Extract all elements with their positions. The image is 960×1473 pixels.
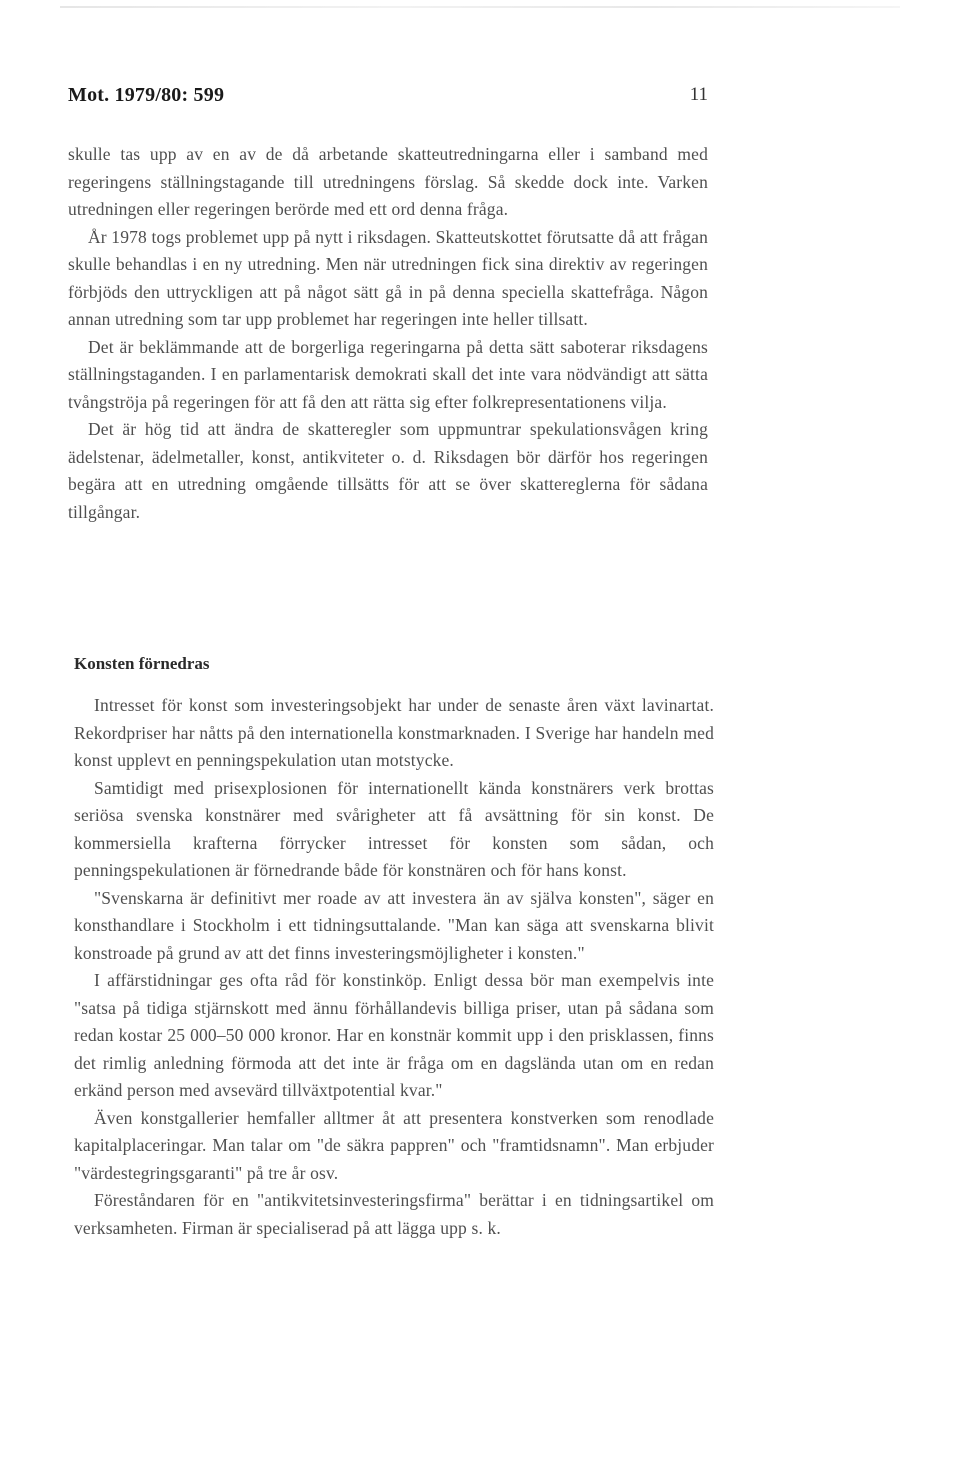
motion-reference: Mot. 1979/80: 599	[68, 84, 225, 106]
paragraph: I affärstidningar ges ofta råd för konstinköp. Enligt dessa bör man exempelvis inte "satsa på tidiga stjärnskott med ännu förhållandevis billiga priser, utan på sådana som redan kostar 25 000–50 000 kronor. Har en konstnär kommit upp i den prisklassen, finns det rimlig anledning förmoda att det inte är fråga om en dagslända utan om en redan erkänd person med avsevärd tillväxtpotential kvar."	[74, 970, 714, 1100]
section-one-body	[68, 141, 708, 526]
paragraph: År 1978 togs problemet upp på nytt i riksdagen. Skatteutskottet förutsatte då att frågan skulle behandlas i en ny utredning. Men när utredningen fick sina direktiv av regeringen förbjöds den uttryckligen att på något sätt gå in på denna speciella skattefråga. Någon annan utredning som tar upp problemet har regeringen inte heller tillsatt.	[68, 226, 708, 329]
paragraph: Intresset för konst som investeringsobjekt har under de senaste åren växt lavinartat. Rekordpriser har nåtts på den internationella konstmarknaden. I Sverige har handeln med konst upplevt en penningspekulation utan motstycke.	[74, 695, 714, 770]
paragraph: Det är beklämmande att de borgerliga regeringarna på detta sätt saboterar riksdagens ställningstaganden. I en parlamentarisk demokrati skall det inte vara nödvändigt att sätta tvångströja på regeringen för att få den att rätta sig efter folkrepresentationens vilja.	[68, 336, 708, 412]
paragraph: Även konstgallerier hemfaller alltmer åt att presentera konstverken som renodlade kapitalplaceringar. Man talar om "de säkra pappren" och "framtidsnamn". Man erbjuder "värdestegringsgaranti" på tre år osv.	[74, 1107, 714, 1183]
paragraph: "Svenskarna är definitivt mer roade av att investera än av själva konsten", säger en konsthandlare i Stockholm i ett tidningsuttalande. "Man kan säga att svenskarna blivit konstroade på grund av att det finns investeringsmöjligheter i konsten."	[74, 887, 714, 963]
page-header	[68, 84, 708, 114]
paragraph: Det är hög tid att ändra de skatteregler som uppmuntrar spekulationsvågen kring ädelstenar, ädelmetaller, konst, antikviteter o. d. Riksdagen bör därför hos regeringen begära att en utredning omgående tillsätts för att se över skattereglerna för sådana tillgångar.	[68, 419, 708, 522]
paragraph: Föreståndaren för en "antikvitetsinvesteringsfirma" berättar i en tidningsartikel om verksamheten. Firman är specialiserad på att lägga upp s. k.	[74, 1190, 714, 1238]
section-heading: Konsten förnedras	[74, 654, 210, 673]
page-number: 11	[689, 84, 708, 105]
top-scan-rule	[60, 6, 900, 8]
section-two-body	[74, 692, 714, 1242]
paragraph: Samtidigt med prisexplosionen för internationellt kända konstnärers verk brottas seriösa svenska konstnärer med svårigheter att få avsättning för sin konst. De kommersiella krafterna förrycker intresset för konsten som sådan, och penningspekulationen är förnedrande både för konstnären och för hans konst.	[74, 777, 714, 880]
paragraph: skulle tas upp av en av de då arbetande skatteutredningarna eller i samband med regeringens ställningstagande till utredningens förslag. Så skedde dock inte. Varken utredningen eller regeringen berörde med ett ord denna fråga.	[68, 144, 708, 219]
